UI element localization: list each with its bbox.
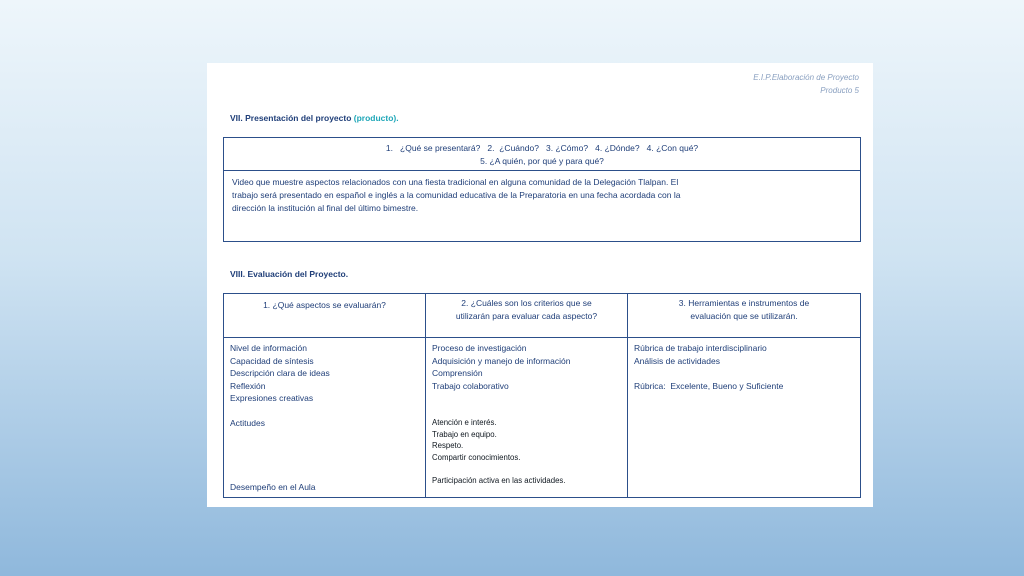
aspect-item: Descripción clara de ideas bbox=[230, 368, 330, 378]
section-8-title: VIII. Evaluación del Proyecto. bbox=[230, 269, 349, 279]
tools-item: Rúbrica: Excelente, Bueno y Suficiente bbox=[634, 380, 784, 391]
criteria-header-line-2: utilizarán para evaluar cada aspecto? bbox=[455, 311, 598, 321]
questions-line-2: 5. ¿A quién, por qué y para qué? bbox=[480, 155, 604, 166]
aspect-item: Desempeño en el Aula bbox=[230, 482, 316, 492]
tools-column bbox=[628, 294, 860, 497]
header-line-1: E.I.P.Elaboración de Proyecto bbox=[753, 73, 859, 82]
questions-line-1: 1. ¿Qué se presentará? 2. ¿Cuándo? 3. ¿Cómo? 4. ¿Dónde? 4. ¿Con qué? bbox=[385, 143, 699, 153]
aspects-column bbox=[224, 294, 426, 497]
criteria-item: Compartir conocimientos. bbox=[432, 452, 521, 462]
criteria-item: Adquisición y manejo de información bbox=[432, 355, 571, 366]
aspect-item: Expresiones creativas bbox=[230, 393, 314, 403]
evaluation-table bbox=[223, 293, 861, 498]
criteria-item: Comprensión bbox=[432, 368, 483, 378]
document-page bbox=[207, 63, 873, 507]
criteria-item: Atención e interés. bbox=[432, 418, 497, 427]
criteria-item: Proceso de investigación bbox=[432, 343, 527, 353]
section-7-title-main: VII. Presentación del proyecto bbox=[230, 113, 354, 123]
criteria-item: Respeto. bbox=[432, 441, 464, 450]
criteria-item: Trabajo colaborativo bbox=[432, 380, 509, 391]
presentation-questions bbox=[224, 138, 860, 171]
tools-item: Análisis de actividades bbox=[634, 355, 720, 366]
aspects-header bbox=[224, 294, 425, 338]
tools-header bbox=[628, 294, 860, 338]
aspect-item: Nivel de información bbox=[230, 343, 308, 353]
aspects-header-text: 1. ¿Qué aspectos se evaluarán? bbox=[263, 300, 386, 310]
criteria-header-line-1: 2. ¿Cuáles son los criterios que se bbox=[461, 298, 592, 308]
aspect-item: Reflexión bbox=[230, 380, 266, 391]
aspect-item: Capacidad de síntesis bbox=[230, 355, 314, 366]
tools-header-line-1: 3. Herramientas e instrumentos de bbox=[678, 298, 810, 308]
answer-line-2: trabajo será presentado en español e inglés a la comunidad educativa de la Preparatoria en una fecha acordada con la bbox=[232, 190, 681, 200]
criteria-header bbox=[426, 294, 627, 338]
criteria-item: Participación activa en las actividades. bbox=[432, 476, 566, 485]
tools-item: Rúbrica de trabajo interdisciplinario bbox=[634, 343, 767, 353]
tools-header-line-2: evaluación que se utilizarán. bbox=[690, 311, 798, 321]
aspect-item: Actitudes bbox=[230, 418, 265, 428]
document-header bbox=[753, 71, 859, 97]
criteria-item: Trabajo en equipo. bbox=[432, 429, 497, 439]
header-line-2: Producto 5 bbox=[820, 86, 859, 95]
presentation-table bbox=[223, 137, 861, 242]
answer-line-3: dirección la institución al final del último bimestre. bbox=[232, 203, 419, 213]
section-7-title-highlight: (producto). bbox=[353, 113, 399, 123]
answer-line-1: Video que muestre aspectos relacionados con una fiesta tradicional en alguna comunidad de la Delegación Tlalpan. El bbox=[232, 177, 679, 187]
section-7-title bbox=[230, 113, 399, 123]
presentation-answer bbox=[224, 171, 860, 220]
criteria-column bbox=[426, 294, 628, 497]
